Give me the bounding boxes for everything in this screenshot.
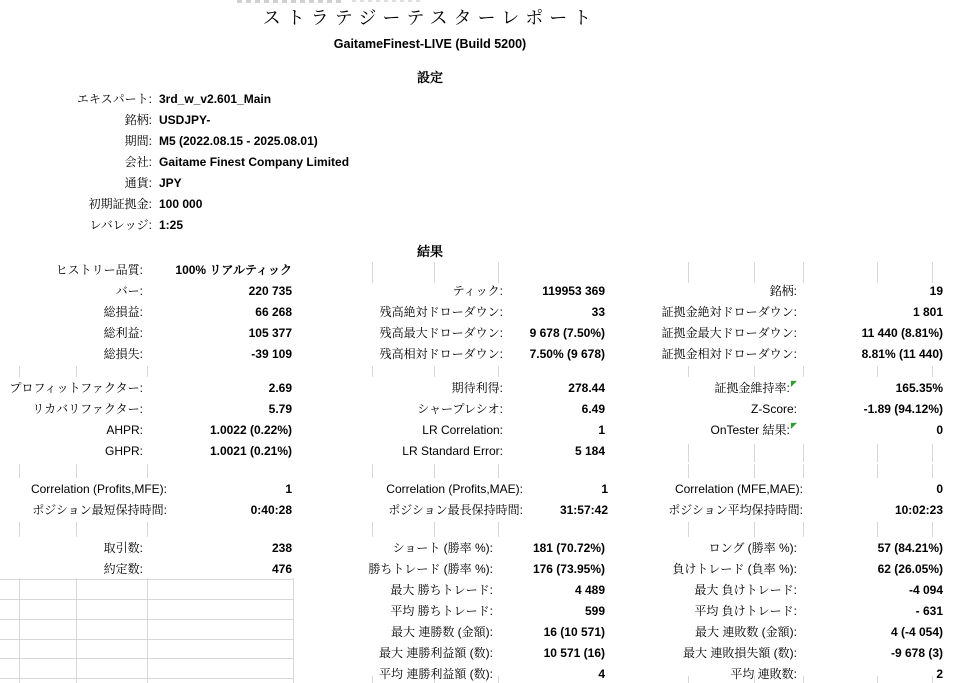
- setting-value: 100 000: [159, 197, 203, 211]
- result-label: 最大 負けトレード:: [694, 583, 797, 597]
- result-value: [143, 622, 292, 643]
- setting-value: 1:25: [159, 218, 184, 232]
- result-value: 1: [285, 482, 292, 496]
- result-value: 7.50% (9 678): [529, 347, 605, 361]
- settings-section-title: 設定: [416, 70, 443, 85]
- comment-marker-icon: ◤: [790, 421, 797, 430]
- result-value: 9 678 (7.50%): [529, 326, 605, 340]
- result-value: 1 801: [912, 305, 943, 319]
- result-label: 最大 勝ちトレード:: [390, 583, 493, 597]
- result-label: バー:: [115, 284, 143, 298]
- results-table: [0, 260, 959, 683]
- result-value: 1: [601, 482, 608, 496]
- setting-label: 期間:: [124, 134, 152, 148]
- settings-table: [0, 89, 959, 236]
- result-label: 総利益:: [103, 326, 143, 340]
- result-label: 取引数:: [103, 541, 143, 555]
- result-value: 2.69: [268, 381, 292, 395]
- result-value: -4 094: [908, 583, 943, 597]
- result-value: 278.44: [568, 381, 605, 395]
- setting-value: 3rd_w_v2.601_Main: [159, 92, 272, 106]
- setting-label: 通貨:: [124, 176, 152, 190]
- result-label: Correlation (Profits,MAE):: [386, 482, 523, 496]
- result-label: [0, 580, 143, 601]
- group-spacer: [0, 521, 959, 538]
- result-label: [605, 260, 797, 281]
- result-label: ショート (勝率 %):: [392, 541, 493, 555]
- result-label: 最大 連勝数 (金額):: [391, 625, 493, 639]
- result-label: Z-Score:: [750, 402, 797, 416]
- result-label: 残高最大ドローダウン:: [379, 326, 503, 340]
- setting-value: USDJPY-: [159, 113, 211, 127]
- result-value: 10 571 (16): [543, 646, 605, 660]
- result-value: 33: [591, 305, 605, 319]
- results-group: [0, 479, 959, 521]
- result-value: 4: [598, 667, 605, 681]
- setting-value: Gaitame Finest Company Limited: [159, 155, 350, 169]
- result-value: 66 268: [255, 305, 292, 319]
- result-value: 62 (26.05%): [877, 562, 943, 576]
- setting-label: エキスパート:: [76, 92, 152, 106]
- result-label: リカバリファクター:: [32, 402, 143, 416]
- result-label: 残高絶対ドローダウン:: [379, 305, 503, 319]
- result-label: [292, 260, 503, 281]
- result-label: 総損失:: [103, 347, 143, 361]
- page-title: ストラテジーテスターレポート: [262, 8, 598, 28]
- result-label: LR Correlation:: [422, 423, 503, 437]
- result-value: 0: [936, 423, 943, 437]
- setting-label: 銘柄:: [124, 113, 152, 127]
- result-label: ティック:: [452, 284, 503, 298]
- result-value: 10:02:23: [894, 503, 943, 517]
- setting-label: レバレッジ:: [89, 218, 152, 232]
- results-group: [0, 538, 959, 683]
- group-spacer: [0, 365, 959, 378]
- result-value: 4 489: [574, 583, 605, 597]
- result-value: - 631: [915, 604, 943, 618]
- result-label: [0, 664, 143, 683]
- result-label: ポジション平均保持時間:: [668, 503, 803, 517]
- result-value: 16 (10 571): [543, 625, 605, 639]
- result-value: 4 (-4 054): [890, 625, 943, 639]
- result-value: 220 735: [248, 284, 292, 298]
- result-value: -39 109: [251, 347, 292, 361]
- setting-value: M5 (2022.08.15 - 2025.08.01): [159, 134, 318, 148]
- result-value: [143, 580, 292, 601]
- result-label: Correlation (Profits,MFE):: [30, 482, 167, 496]
- result-label: 最大 連敗損失額 (数):: [683, 646, 797, 660]
- result-label: [0, 601, 143, 622]
- result-label: 期待利得:: [451, 381, 503, 395]
- result-value: [143, 664, 292, 683]
- result-label: シャープレシオ:: [417, 402, 503, 416]
- result-value: 181 (70.72%): [532, 541, 605, 555]
- result-value: 11 440 (8.81%): [861, 326, 943, 340]
- result-label: 証拠金相対ドローダウン:: [661, 347, 797, 361]
- result-value: -9 678 (3): [890, 646, 943, 660]
- result-value: 6.49: [581, 402, 605, 416]
- result-value: 1: [598, 423, 605, 437]
- result-label: ヒストリー品質:: [55, 263, 143, 277]
- result-value: 0:40:28: [250, 503, 292, 517]
- comment-marker-icon: ◤: [790, 379, 797, 388]
- result-label: [0, 622, 143, 643]
- result-label: プロフィットファクター:: [9, 381, 143, 395]
- result-value: 1.0022 (0.22%): [209, 423, 292, 437]
- result-value: 19: [929, 284, 943, 298]
- result-value: 2: [936, 667, 943, 681]
- result-label: GHPR:: [104, 444, 143, 458]
- result-value: 5 184: [574, 444, 605, 458]
- result-label: OnTester 結果:◤: [710, 421, 797, 437]
- result-value: 165.35%: [895, 381, 943, 395]
- result-label: 負けトレード (負率 %):: [672, 562, 797, 576]
- result-label: 総損益:: [103, 305, 143, 319]
- result-label: AHPR:: [106, 423, 143, 437]
- result-value: [797, 441, 943, 462]
- result-label: ポジション最短保持時間:: [32, 503, 167, 517]
- result-value: [143, 601, 292, 622]
- result-value: 105 377: [248, 326, 292, 340]
- result-value: [797, 260, 943, 281]
- result-label: ポジション最長保持時間:: [388, 503, 523, 517]
- result-label: 銘柄:: [769, 284, 797, 298]
- result-label: [0, 643, 143, 664]
- result-label: 平均 連敗数:: [730, 667, 797, 681]
- result-value: 476: [271, 562, 292, 576]
- result-label: ロング (勝率 %):: [708, 541, 797, 555]
- report-subtitle: GaitameFinest-LIVE (Build 5200): [333, 37, 527, 51]
- result-value: 31:57:42: [559, 503, 608, 517]
- result-label: 証拠金維持率:◤: [714, 379, 797, 395]
- result-value: [503, 260, 605, 281]
- setting-value: JPY: [159, 176, 182, 190]
- result-label: 最大 連勝利益額 (数):: [379, 646, 493, 660]
- result-value: 1.0021 (0.21%): [209, 444, 292, 458]
- result-value: [143, 643, 292, 664]
- setting-label: 会社:: [124, 155, 152, 169]
- result-label: 平均 勝ちトレード:: [390, 604, 493, 618]
- results-section-title: 結果: [416, 244, 443, 259]
- result-label: Correlation (MFE,MAE):: [674, 482, 803, 496]
- result-label: 最大 連敗数 (金額):: [695, 625, 797, 639]
- result-label: 証拠金絶対ドローダウン:: [661, 305, 797, 319]
- result-value: 100% リアルティック: [175, 263, 292, 277]
- result-label: 平均 負けトレード:: [694, 604, 797, 618]
- result-label: LR Standard Error:: [402, 444, 503, 458]
- result-value: -1.89 (94.12%): [863, 402, 943, 416]
- result-label: 平均 連勝利益額 (数):: [379, 667, 493, 681]
- result-label: 約定数:: [103, 562, 143, 576]
- results-group: [0, 378, 959, 462]
- result-value: 119953 369: [542, 284, 605, 298]
- result-label: 証拠金最大ドローダウン:: [661, 326, 797, 340]
- result-value: 238: [271, 541, 292, 555]
- result-value: 8.81% (11 440): [861, 347, 943, 361]
- result-value: 57 (84.21%): [877, 541, 943, 555]
- result-value: 176 (73.95%): [532, 562, 605, 576]
- setting-label: 初期証拠金:: [88, 197, 152, 211]
- result-value: 0: [936, 482, 943, 496]
- result-label: 勝ちトレード (勝率 %):: [368, 562, 493, 576]
- group-spacer: [0, 462, 959, 479]
- result-label: 残高相対ドローダウン:: [379, 347, 503, 361]
- results-group: [0, 260, 959, 365]
- result-label: [605, 441, 797, 462]
- result-value: 599: [584, 604, 605, 618]
- result-value: 5.79: [268, 402, 292, 416]
